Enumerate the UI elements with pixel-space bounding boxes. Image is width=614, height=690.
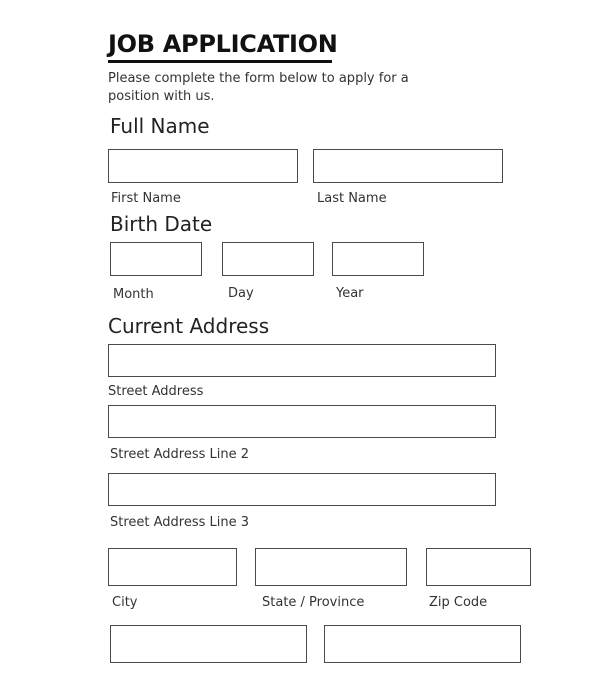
- zip-code-label: Zip Code: [429, 595, 488, 610]
- street-address-label: Street Address: [108, 384, 204, 399]
- last-name-label: Last Name: [317, 191, 387, 206]
- street-address-line2-input[interactable]: [108, 405, 496, 438]
- extra-field-1-input[interactable]: [110, 625, 307, 663]
- state-province-label: State / Province: [262, 595, 365, 610]
- city-label: City: [112, 595, 138, 610]
- extra-field-2-input[interactable]: [324, 625, 521, 663]
- street-address-line3-label: Street Address Line 3: [110, 515, 250, 530]
- full-name-heading: Full Name: [110, 114, 210, 138]
- birth-month-label: Month: [113, 287, 154, 302]
- title-underline: [108, 60, 332, 63]
- intro-text: Please complete the form below to apply for a position with us.: [108, 71, 409, 104]
- street-address-line2-label: Street Address Line 2: [110, 447, 250, 462]
- state-province-input[interactable]: [255, 548, 407, 586]
- street-address-line3-input[interactable]: [108, 473, 496, 506]
- city-input[interactable]: [108, 548, 237, 586]
- street-address-input[interactable]: [108, 344, 496, 377]
- birth-day-input[interactable]: [222, 242, 314, 276]
- birth-date-heading: Birth Date: [110, 212, 213, 236]
- first-name-input[interactable]: [108, 149, 298, 183]
- birth-day-label: Day: [228, 286, 254, 301]
- birth-year-label: Year: [336, 286, 364, 301]
- page-title: JOB APPLICATION: [108, 30, 338, 58]
- first-name-label: First Name: [111, 191, 181, 206]
- current-address-heading: Current Address: [108, 314, 270, 338]
- birth-month-input[interactable]: [110, 242, 202, 276]
- zip-code-input[interactable]: [426, 548, 531, 586]
- last-name-input[interactable]: [313, 149, 503, 183]
- birth-year-input[interactable]: [332, 242, 424, 276]
